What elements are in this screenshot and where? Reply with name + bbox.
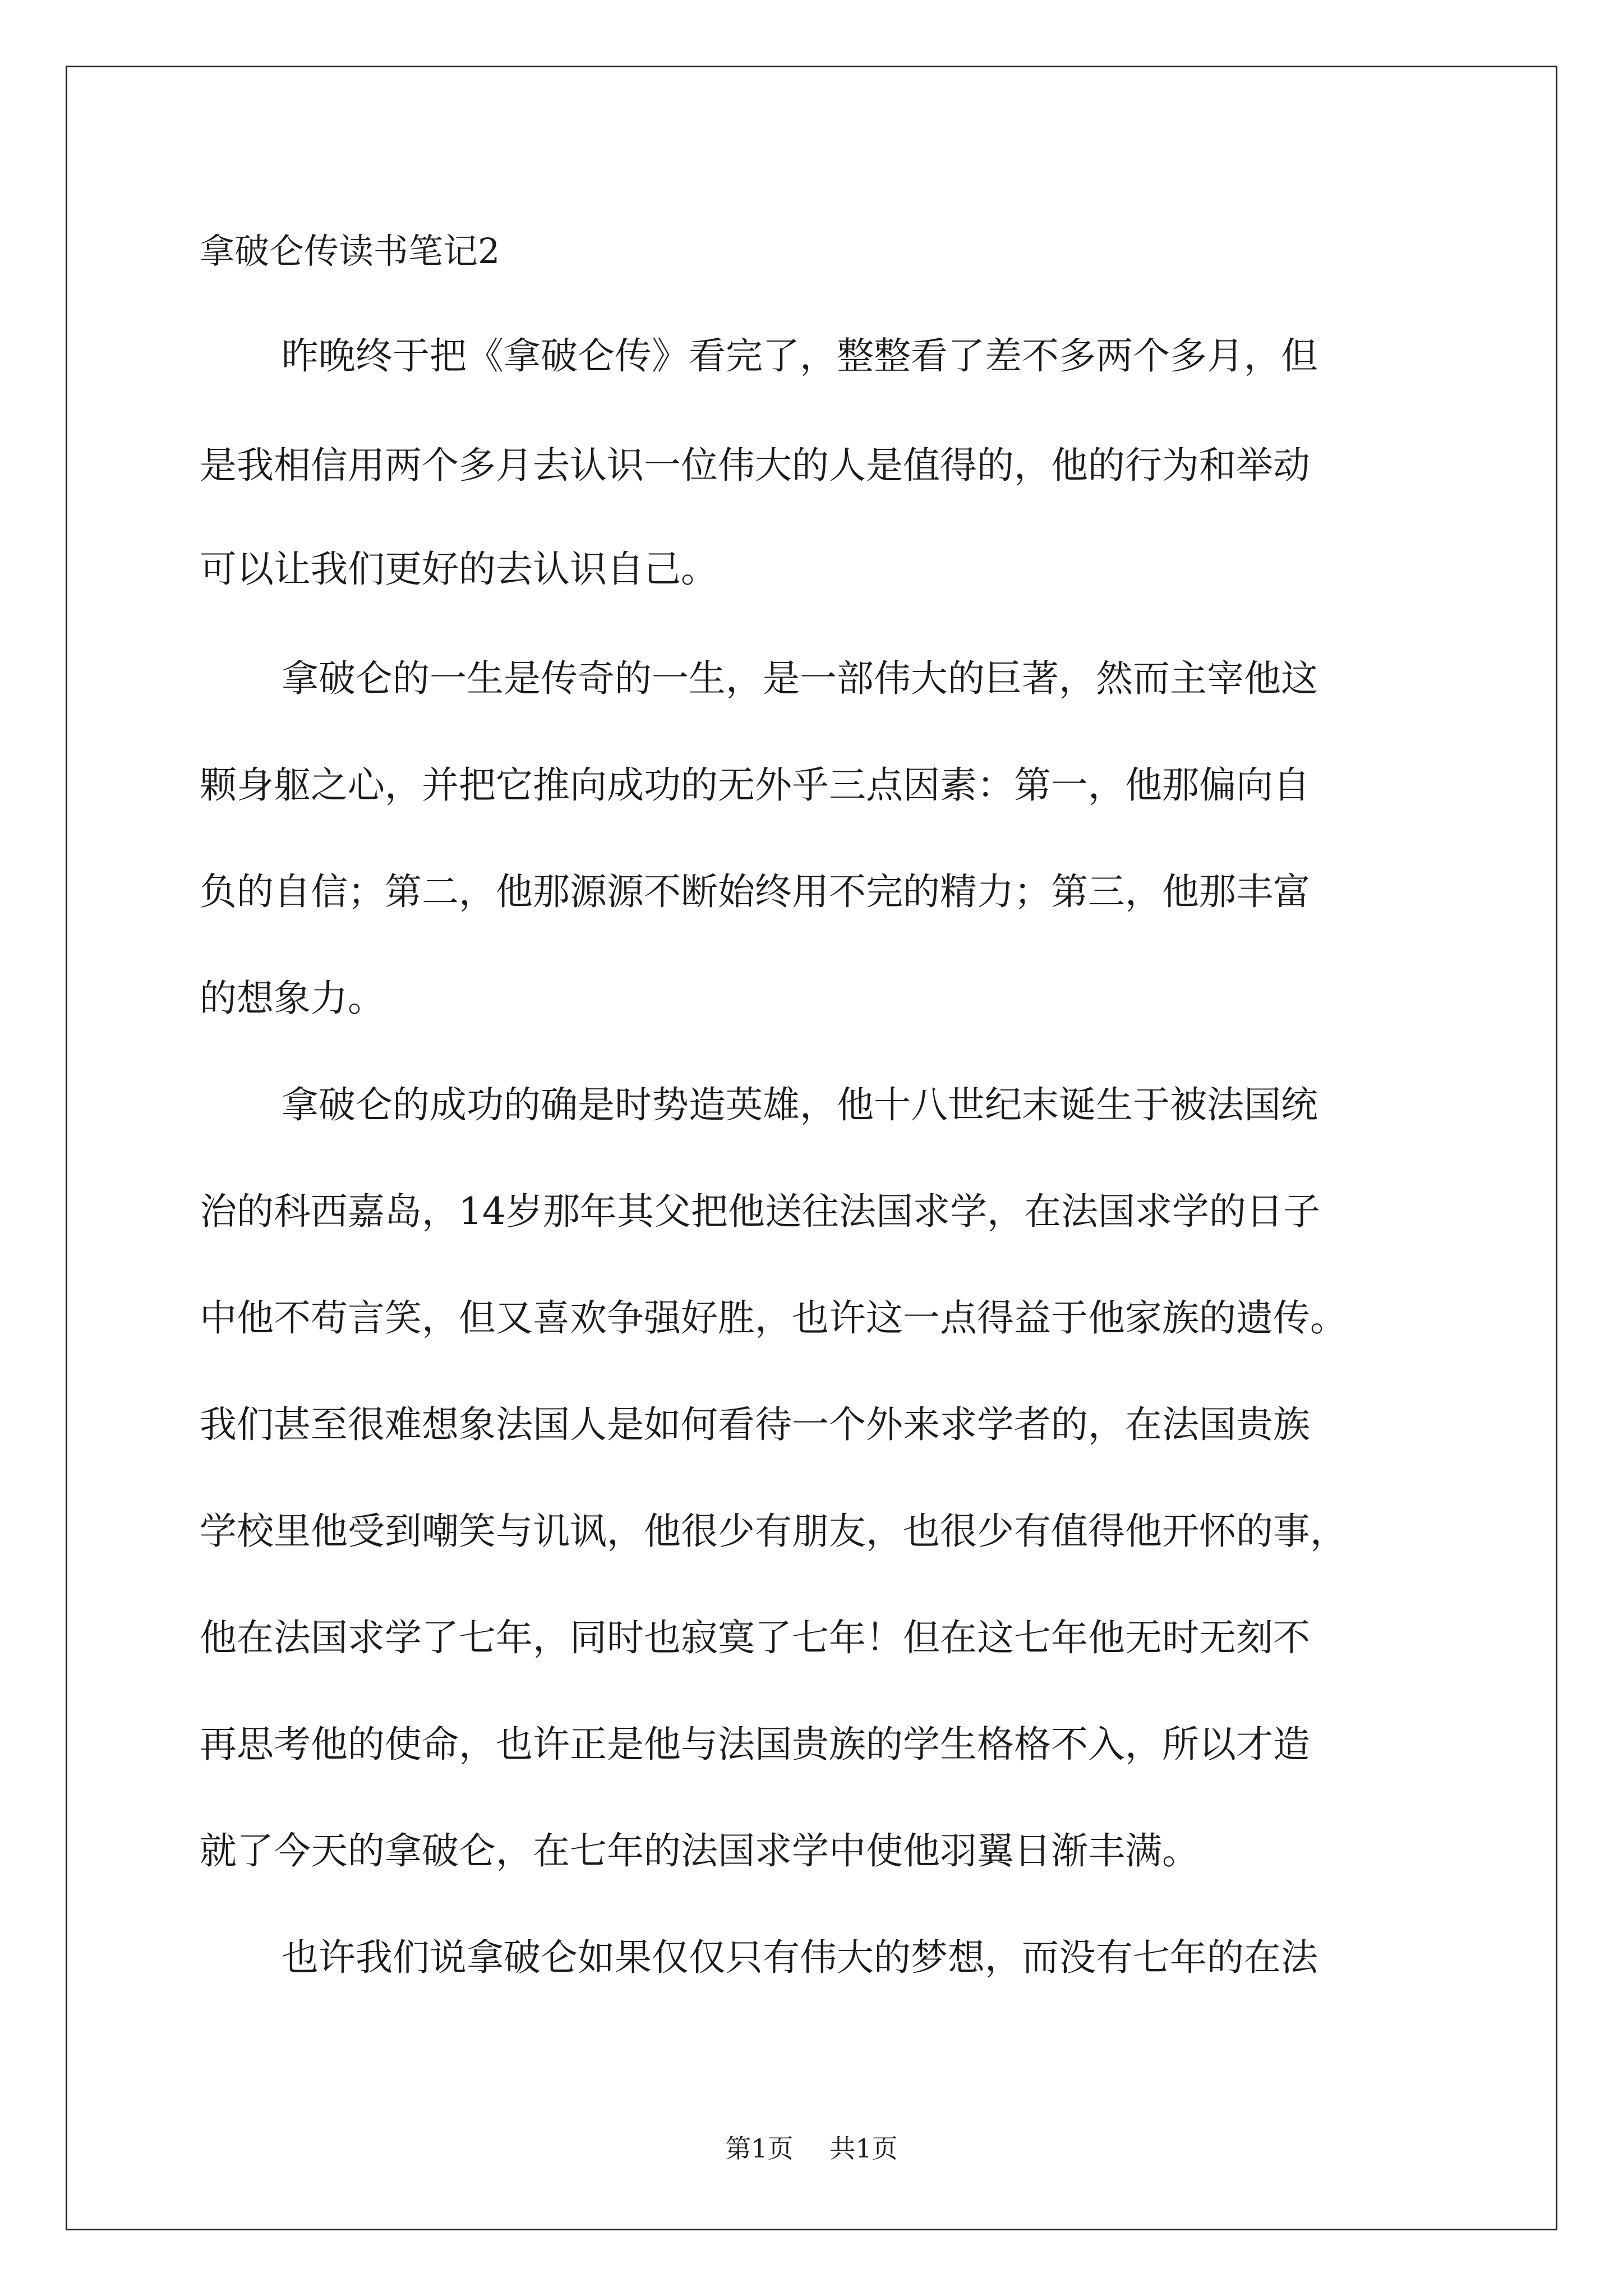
body-line: 昨晚终于把《拿破仑传》看完了，整整看了差不多两个多月，但 <box>282 334 1318 378</box>
body-line: 就了今天的拿破仑，在七年的法国求学中使他羽翼日渐丰满。 <box>200 1829 1199 1872</box>
body-line: 负的自信；第二，他那源源不断始终用不完的精力；第三，他那丰富 <box>200 870 1310 913</box>
body-line: 拿破仑的成功的确是时势造英雄，他十八世纪末诞生于被法国统 <box>282 1083 1318 1126</box>
body-line: 的想象力。 <box>200 977 385 1020</box>
body-line: 学校里他受到嘲笑与讥讽，他很少有朋友，也很少有值得他开怀的事， <box>200 1510 1347 1553</box>
body-line: 拿破仑的一生是传奇的一生，是一部伟大的巨著，然而主宰他这 <box>282 657 1318 700</box>
page-total: 共1页 <box>829 2133 898 2164</box>
body-line: 中他不苟言笑，但又喜欢争强好胜，也许这一点得益于他家族的遗传。 <box>200 1296 1347 1340</box>
body-line: 他在法国求学了七年，同时也寂寞了七年！但在这七年他无时无刻不 <box>200 1616 1310 1659</box>
page-border <box>66 66 1557 2230</box>
body-line: 我们甚至很难想象法国人是如何看待一个外来求学者的，在法国贵族 <box>200 1403 1310 1446</box>
body-line: 可以让我们更好的去认识自己。 <box>200 547 718 591</box>
page-number: 第1页 <box>725 2133 794 2164</box>
body-line: 再思考他的使命，也许正是他与法国贵族的学生格格不入，所以才造 <box>200 1723 1310 1766</box>
body-line: 是我相信用两个多月去认识一位伟大的人是值得的，他的行为和举动 <box>200 444 1310 487</box>
page-footer <box>0 2132 1623 2165</box>
body-line: 治的科西嘉岛，14岁那年其父把他送往法国求学，在法国求学的日子 <box>200 1190 1320 1233</box>
body-line: 也许我们说拿破仑如果仅仅只有伟大的梦想，而没有七年的在法 <box>282 1936 1318 1979</box>
body-line: 颗身躯之心，并把它推向成功的无外乎三点因素：第一，他那偏向自 <box>200 763 1310 807</box>
document-title: 拿破仑传读书笔记2 <box>200 231 500 272</box>
